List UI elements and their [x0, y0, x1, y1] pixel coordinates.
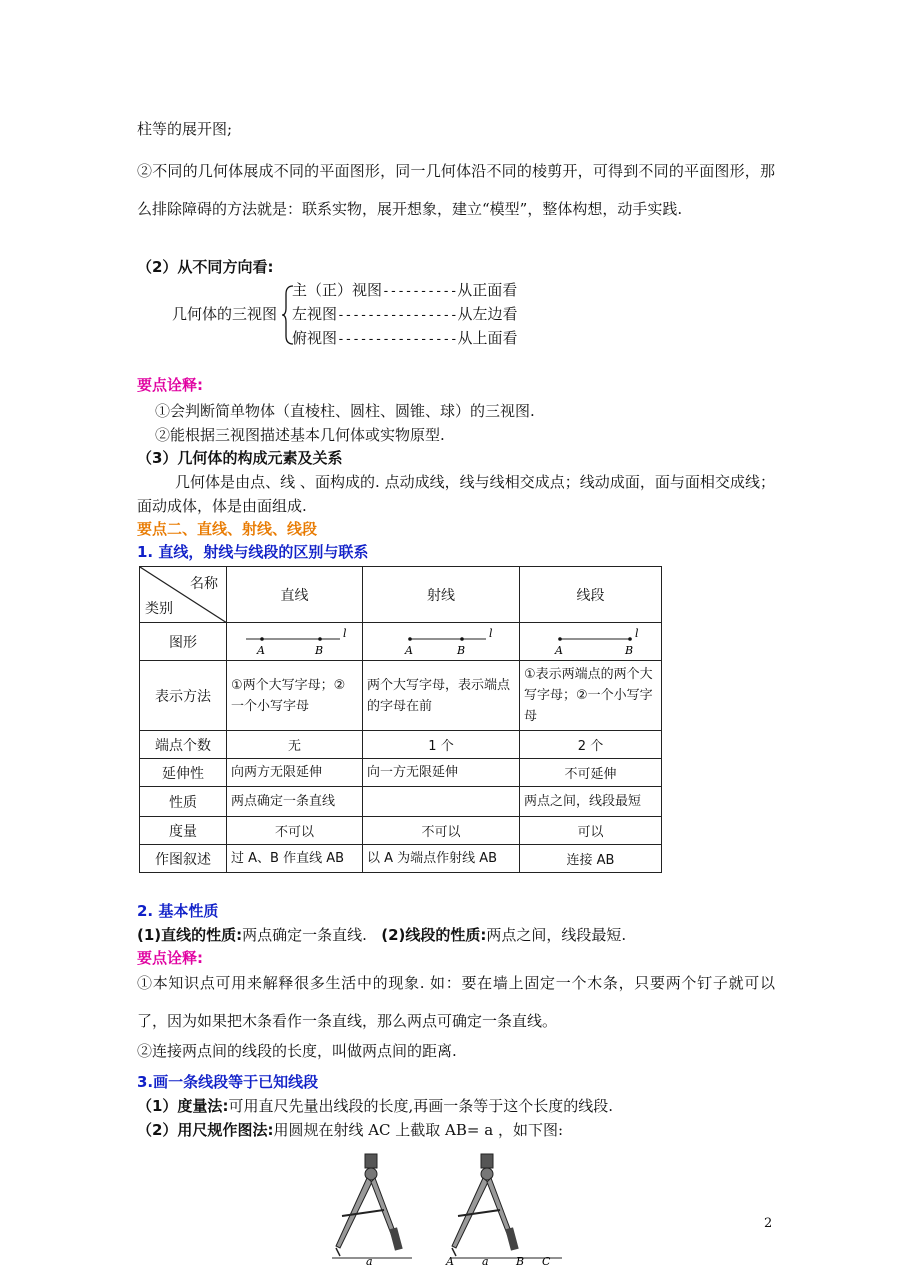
- view-row: 俯视图----------------从上面看: [292, 329, 518, 347]
- row-label: 端点个数: [140, 731, 227, 759]
- view-row: 左视图----------------从左边看: [292, 305, 518, 323]
- table-row: [140, 661, 662, 731]
- method-line: （1）度量法:可用直尺先量出线段的长度,再画一条等于这个长度的线段.: [137, 1097, 613, 1115]
- table-cell: 两点之间，线段最短: [520, 787, 662, 817]
- segment-figure-cell: [520, 623, 662, 661]
- sub-heading: 3.画一条线段等于已知线段: [137, 1073, 319, 1091]
- table-corner-cell: 名称 类别: [140, 567, 227, 623]
- table-row: [140, 817, 662, 845]
- point-label: C: [542, 1255, 551, 1266]
- table-cell: 无: [227, 731, 363, 759]
- row-label: 表示方法: [140, 661, 227, 731]
- table-cell: 不可以: [227, 817, 363, 845]
- point-label: B: [314, 643, 323, 657]
- row-label: 性质: [140, 787, 227, 817]
- table-cell: 不可以: [363, 817, 520, 845]
- section-heading: （2）从不同方向看:: [137, 258, 274, 276]
- page-number: 2: [764, 1216, 773, 1231]
- table-cell: 2 个: [520, 731, 662, 759]
- table-cell: 两点确定一条直线: [227, 787, 363, 817]
- point-heading: 要点二、直线、射线、线段: [137, 520, 318, 538]
- table-cell: 向两方无限延伸: [227, 759, 363, 787]
- table-row: [140, 759, 662, 787]
- row-label: 延伸性: [140, 759, 227, 787]
- method-line: （2）用尺规作图法:用圆规在射线 AC 上截取 AB= a ，如下图:: [137, 1121, 564, 1139]
- para-text: ②不同的几何体展成不同的平面图形，同一几何体沿不同的棱剪开，可得到不同的平面图形，那么排除障碍的方法就是：联系实物，展开想象，建立“模型”，整体构想，动手实践.: [137, 162, 775, 218]
- ray-figure: [386, 627, 496, 657]
- table-cell: 1 个: [363, 731, 520, 759]
- column-header: 直线: [227, 567, 363, 623]
- row-label: 度量: [140, 817, 227, 845]
- line-figure: [240, 627, 350, 657]
- note-title: 要点诠释:: [137, 949, 203, 967]
- line-label: l: [342, 626, 347, 640]
- table-header-row: [140, 567, 662, 623]
- point-label: A: [446, 1255, 454, 1266]
- ray-figure-cell: [363, 623, 520, 661]
- sub-heading: 1. 直线，射线与线段的区别与联系: [137, 543, 369, 561]
- line-label: l: [489, 626, 493, 640]
- table-cell: [363, 787, 520, 817]
- table-cell: 可以: [520, 817, 662, 845]
- table-cell: 连接 AB: [520, 845, 662, 873]
- properties-line: (1)直线的性质:两点确定一条直线. (2)线段的性质:两点之间，线段最短.: [137, 926, 627, 944]
- note-line: ②能根据三视图描述基本几何体或实物原型.: [155, 426, 445, 444]
- view-row: 主（正）视图----------从正面看: [292, 281, 518, 299]
- segment-figure: [536, 627, 646, 657]
- row-label: 作图叙述: [140, 845, 227, 873]
- point-label: B: [457, 643, 466, 657]
- compass-figure: [322, 1150, 572, 1266]
- column-header: 线段: [520, 567, 662, 623]
- line-label: l: [634, 626, 639, 640]
- table-row: [140, 845, 662, 873]
- compass-icon: [452, 1154, 519, 1256]
- three-views-root: 几何体的三视图: [172, 305, 278, 323]
- table-cell: 以 A 为端点作射线 AB: [363, 845, 520, 873]
- line-figure-cell: [227, 623, 363, 661]
- table-cell: 过 A、B 作直线 AB: [227, 845, 363, 873]
- para-text: ①本知识点可用来解释很多生活中的现象. 如：要在墙上固定一个木条，只要两个钉子就可以了，因为如果把木条看作一条直线，那么两点可确定一条直线。: [137, 974, 775, 1030]
- segment-label: a: [482, 1255, 489, 1266]
- table-cell: ①表示两端点的两个大写字母；②一个小写字母: [520, 661, 662, 731]
- table-cell: 向一方无限延伸: [363, 759, 520, 787]
- para-line: ②连接两点间的线段的长度，叫做两点间的距离.: [137, 1042, 457, 1060]
- row-label: 图形: [140, 623, 227, 661]
- point-label: A: [256, 643, 265, 657]
- point-label: B: [624, 643, 633, 657]
- note-title: 要点诠释:: [137, 376, 203, 394]
- table-cell: ①两个大写字母；②一个小写字母: [227, 661, 363, 731]
- table-cell: 不可延伸: [520, 759, 662, 787]
- point-label: A: [554, 643, 563, 657]
- para-line: 柱等的展开图;: [137, 120, 233, 138]
- compass-icon: [336, 1154, 403, 1256]
- table-cell: 两个大写字母，表示端点的字母在前: [363, 661, 520, 731]
- point-label: A: [405, 643, 413, 657]
- note-line: ①会判断简单物体（直棱柱、圆柱、圆锥、球）的三视图.: [155, 402, 535, 420]
- segment-label: a: [366, 1255, 373, 1266]
- table-row: [140, 731, 662, 759]
- para-text: 几何体是由点、线 、面构成的. 点动成线，线与线相交成点；线动成面，面与面相交成线；面动成体，体是由面组成.: [137, 473, 775, 515]
- sub-heading: 2. 基本性质: [137, 902, 219, 920]
- section-heading: （3）几何体的构成元素及关系: [137, 449, 343, 467]
- point-label: B: [516, 1255, 525, 1266]
- comparison-table: [139, 566, 662, 873]
- table-row: [140, 623, 662, 661]
- table-row: [140, 787, 662, 817]
- column-header: 射线: [363, 567, 520, 623]
